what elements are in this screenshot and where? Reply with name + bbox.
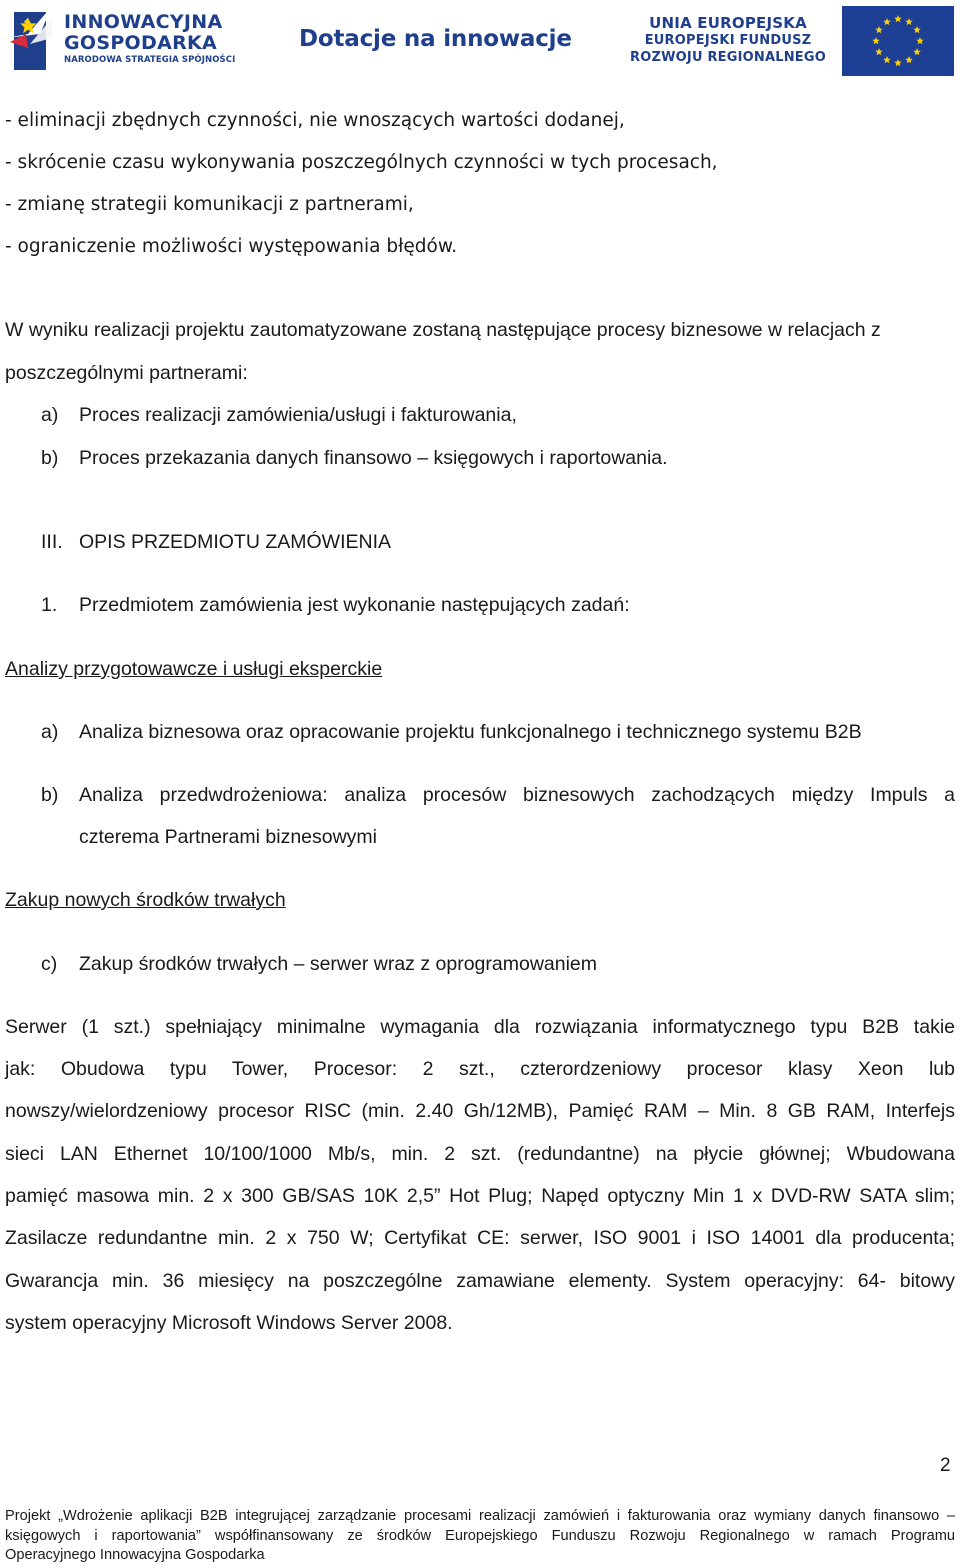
- ig-wordmark-line2: GOSPODARKA: [64, 32, 218, 54]
- task-text-continued: czterema Partnerami biznesowymi: [79, 826, 378, 848]
- section-number: III.: [41, 531, 63, 553]
- ig-wordmark-line1: INNOWACYJNA: [64, 11, 223, 33]
- spec-line: Zasilacze redundantne min. 2 x 750 W; Certyfikat CE: serwer, ISO 9001 i ISO 14001 dla producenta;: [5, 1227, 955, 1249]
- page-number: 2: [940, 1455, 951, 1476]
- footer-line: Operacyjnego Innowacyjna Gospodarka: [5, 1547, 265, 1563]
- point-text: Przedmiotem zamówienia jest wykonanie następujących zadań:: [79, 594, 630, 616]
- innowacyjna-gospodarka-wordmark: [64, 12, 235, 66]
- task-text: Zakup środków trwałych – serwer wraz z oprogramowaniem: [79, 953, 598, 975]
- spec-line: jak: Obudowa typu Tower, Procesor: 2 szt., czterordzeniowy procesor klasy Xeon lub: [5, 1058, 955, 1080]
- task-text: Analiza przedwdrożeniowa: analiza procesów biznesowych zachodzących między Impuls a: [79, 784, 955, 806]
- eu-fund-wordmark: [630, 14, 826, 66]
- process-label: a): [41, 404, 59, 426]
- eu-wordmark-line3: ROZWOJU REGIONALNEGO: [630, 50, 826, 65]
- section-title: OPIS PRZEDMIOTU ZAMÓWIENIA: [79, 531, 392, 553]
- process-label: b): [41, 447, 59, 469]
- program-name: Dotacje na innowacje: [299, 26, 572, 52]
- footer-line: księgowych i raportowania” współfinansowany ze środków Europejskiego Funduszu Rozwoju Regionalnego w ramach Programu: [5, 1528, 955, 1544]
- footer-line: Projekt „Wdrożenie aplikacji B2B integrującej zarządzanie procesami realizacji zamówień i fakturowania oraz wymiany danych finansowo –: [5, 1508, 955, 1524]
- intro-line: poszczególnymi partnerami:: [5, 362, 248, 384]
- eu-wordmark-line1: UNIA EUROPEJSKA: [649, 14, 807, 32]
- process-text: Proces przekazania danych finansowo – księgowych i raportowania.: [79, 447, 668, 469]
- group-heading: Zakup nowych środków trwałych: [5, 889, 286, 911]
- task-label: c): [41, 953, 58, 975]
- spec-line: nowszy/wielordzeniowy procesor RISC (min. 2.40 Gh/12MB), Pamięć RAM – Min. 8 GB RAM, Interfejs: [5, 1100, 955, 1122]
- bullet-item: - ograniczenie możliwości występowania błędów.: [5, 236, 458, 257]
- eu-wordmark-line2: EUROPEJSKI FUNDUSZ: [644, 33, 812, 48]
- page-header: [0, 0, 960, 84]
- spec-line: system operacyjny Microsoft Windows Server 2008.: [5, 1312, 453, 1334]
- group-heading: Analizy przygotowawcze i usługi eksperckie: [5, 658, 383, 680]
- spec-line: Serwer (1 szt.) spełniający minimalne wymagania dla rozwiązania informatycznego typu B2B takie: [5, 1016, 955, 1038]
- innowacyjna-gospodarka-logo: [6, 4, 52, 72]
- bullet-item: - skrócenie czasu wykonywania poszczególnych czynności w tych procesach,: [5, 152, 718, 173]
- ig-wordmark-line3: NARODOWA STRATEGIA SPÓJNOŚCI: [64, 55, 236, 65]
- process-text: Proces realizacji zamówienia/usługi i fakturowania,: [79, 404, 517, 426]
- point-number: 1.: [41, 594, 58, 616]
- task-label: a): [41, 721, 59, 743]
- eu-flag-icon: [842, 6, 954, 76]
- bullet-item: - zmianę strategii komunikacji z partnerami,: [5, 194, 414, 215]
- intro-line: W wyniku realizacji projektu zautomatyzowane zostaną następujące procesy biznesowe w relacjach z: [5, 319, 881, 341]
- spec-line: pamięć masowa min. 2 x 300 GB/SAS 10K 2,5” Hot Plug; Napęd optyczny Min 1 x DVD-RW SATA slim;: [5, 1185, 955, 1207]
- bullet-item: - eliminacji zbędnych czynności, nie wnoszących wartości dodanej,: [5, 110, 625, 131]
- spec-line: Gwarancja min. 36 miesięcy na poszczególne zamawiane elementy. System operacyjny: 64- bitowy: [5, 1270, 955, 1292]
- task-label: b): [41, 784, 59, 806]
- spec-line: sieci LAN Ethernet 10/100/1000 Mb/s, min. 2 szt. (redundantne) na płycie głównej; Wbudowana: [5, 1143, 955, 1165]
- task-text: Analiza biznesowa oraz opracowanie projektu funkcjonalnego i technicznego systemu B2B: [79, 721, 862, 743]
